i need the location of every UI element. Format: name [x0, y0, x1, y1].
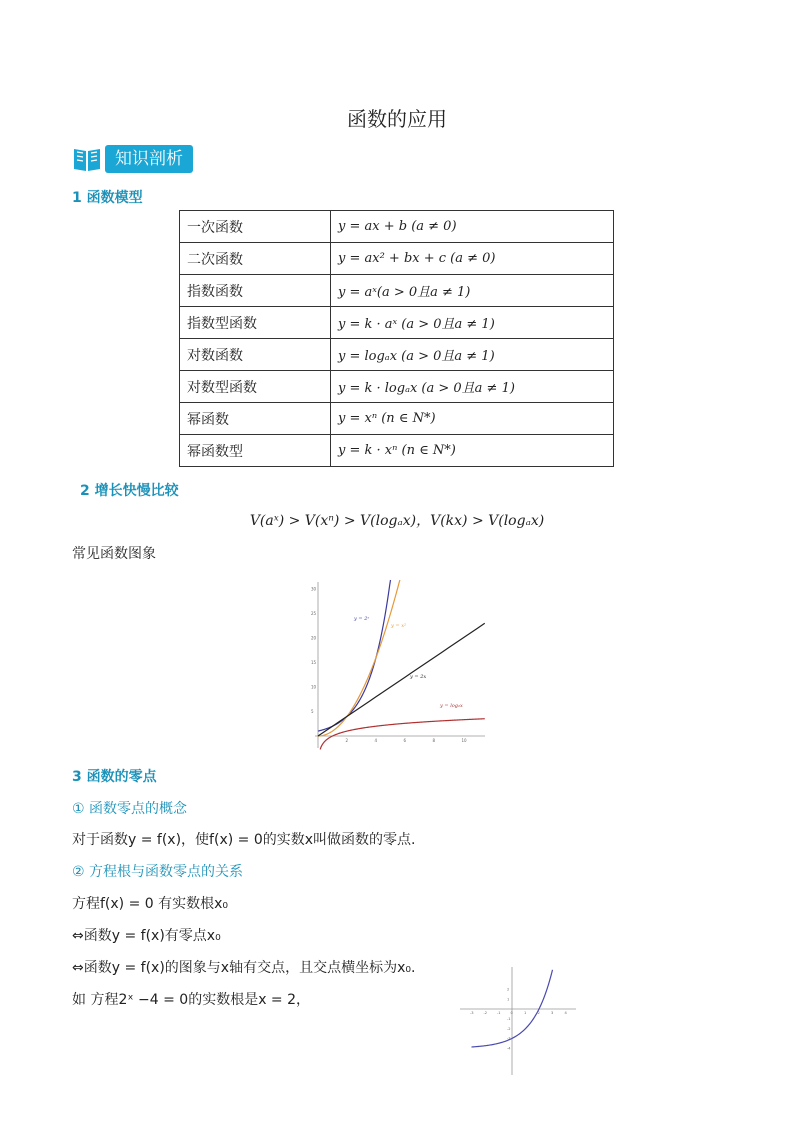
label-log: y = log₂x — [440, 703, 463, 709]
model-formula: y = k · aˣ (a > 0且a ≠ 1) — [331, 307, 614, 339]
model-row — [180, 403, 614, 435]
x-tick-label: 8 — [432, 738, 436, 743]
label-pow: y = x² — [391, 623, 407, 629]
section-heading-zeros: 3 函数的零点 — [72, 769, 157, 785]
model-formula: y = logₐx (a > 0且a ≠ 1) — [331, 339, 614, 371]
model-formula: y = k · logₐx (a > 0且a ≠ 1) — [331, 371, 614, 403]
x-tick-label: -2 — [483, 1011, 488, 1015]
model-row — [180, 211, 614, 243]
model-name: 对数函数 — [180, 339, 331, 371]
model-formula: y = xⁿ (n ∈ N*) — [331, 403, 614, 435]
section-badge — [72, 144, 193, 174]
x-tick-label: 1 — [524, 1011, 527, 1015]
open-book-icon — [72, 145, 102, 173]
model-formula: y = ax + b (a ≠ 0) — [331, 211, 614, 243]
subheading-root-relation: ② 方程根与函数零点的关系 — [72, 864, 244, 880]
model-row — [180, 435, 614, 467]
x-tick-label: 2 — [345, 738, 349, 743]
y-tick-label: -3 — [507, 1036, 511, 1041]
model-row — [180, 275, 614, 307]
model-name: 幂函数 — [180, 403, 331, 435]
relation-line-2: ⇔函数y = f(x)有零点x₀ — [72, 928, 221, 944]
model-row — [180, 339, 614, 371]
curve-exponential — [318, 580, 391, 731]
x-tick-label: 6 — [403, 738, 407, 743]
relation-line-3: ⇔函数y = f(x)的图象与x轴有交点，且交点横坐标为x₀. — [72, 960, 416, 976]
page-title: 函数的应用 — [347, 107, 447, 131]
model-name: 对数型函数 — [180, 371, 331, 403]
subheading-zero-concept: ① 函数零点的概念 — [72, 801, 188, 817]
graph2-axes — [460, 967, 576, 1075]
y-tick-label: -4 — [507, 1046, 511, 1051]
graph-caption: 常见函数图象 — [72, 546, 156, 562]
model-name: 幂函数型 — [180, 435, 331, 467]
common-functions-graph — [305, 578, 495, 750]
model-name: 指数函数 — [180, 275, 331, 307]
x-tick-label: 0 — [510, 1011, 513, 1015]
model-row — [180, 371, 614, 403]
y-tick-label: 5 — [311, 709, 314, 714]
model-name: 二次函数 — [180, 243, 331, 275]
y-tick-label: 20 — [311, 635, 317, 641]
x-tick-label: 2 — [537, 1011, 540, 1015]
section-heading-growth: 2 增长快慢比较 — [80, 483, 179, 499]
curve-power — [318, 580, 400, 736]
model-row — [180, 243, 614, 275]
zero-definition: 对于函数y = f(x)，使f(x) = 0的实数x叫做函数的零点. — [72, 832, 416, 848]
x-tick-label: -1 — [497, 1011, 501, 1015]
y-tick-label: 2 — [507, 987, 510, 992]
section-heading-models: 1 函数模型 — [72, 190, 143, 206]
x-tick-label: 4 — [374, 738, 378, 743]
growth-formula: V(aˣ) > V(xⁿ) > V(logₐx)，V(kx) > V(logₐx) — [249, 513, 545, 529]
x-tick-label: 10 — [461, 738, 467, 743]
model-formula: y = ax² + bx + c (a ≠ 0) — [331, 243, 614, 275]
label-exp: y = 2ˣ — [354, 616, 370, 622]
graph1-x-ticks — [346, 738, 468, 743]
model-name: 指数型函数 — [180, 307, 331, 339]
x-tick-label: 4 — [564, 1011, 567, 1015]
model-formula: y = aˣ(a > 0且a ≠ 1) — [331, 275, 614, 307]
y-tick-label: 30 — [311, 586, 317, 592]
y-tick-label: 15 — [311, 660, 317, 665]
y-tick-label: 1 — [507, 997, 510, 1002]
graph2-x-ticks — [470, 1011, 568, 1015]
y-tick-label: -2 — [507, 1026, 511, 1031]
badge-label: 知识剖析 — [105, 145, 193, 173]
y-tick-label: 10 — [311, 684, 317, 690]
curve-linear — [318, 623, 485, 736]
x-tick-label: 3 — [551, 1011, 554, 1015]
model-name: 一次函数 — [180, 211, 331, 243]
y-tick-label: -1 — [507, 1017, 511, 1021]
y-tick-label: 25 — [311, 611, 317, 616]
example-line: 如 方程2ˣ −4 = 0的实数根是x = 2， — [72, 992, 311, 1008]
label-lin: y = 2x — [410, 674, 427, 680]
relation-line-1: 方程f(x) = 0 有实数根x₀ — [72, 896, 229, 912]
graph1-y-ticks — [311, 587, 317, 715]
function-models-table — [179, 210, 614, 467]
graph1-axes — [315, 582, 485, 748]
model-row — [180, 307, 614, 339]
x-tick-label: -3 — [470, 1011, 474, 1015]
zero-example-graph — [456, 965, 580, 1077]
model-formula: y = k · xⁿ (n ∈ N*) — [331, 435, 614, 467]
curve-logarithmic — [320, 719, 485, 750]
